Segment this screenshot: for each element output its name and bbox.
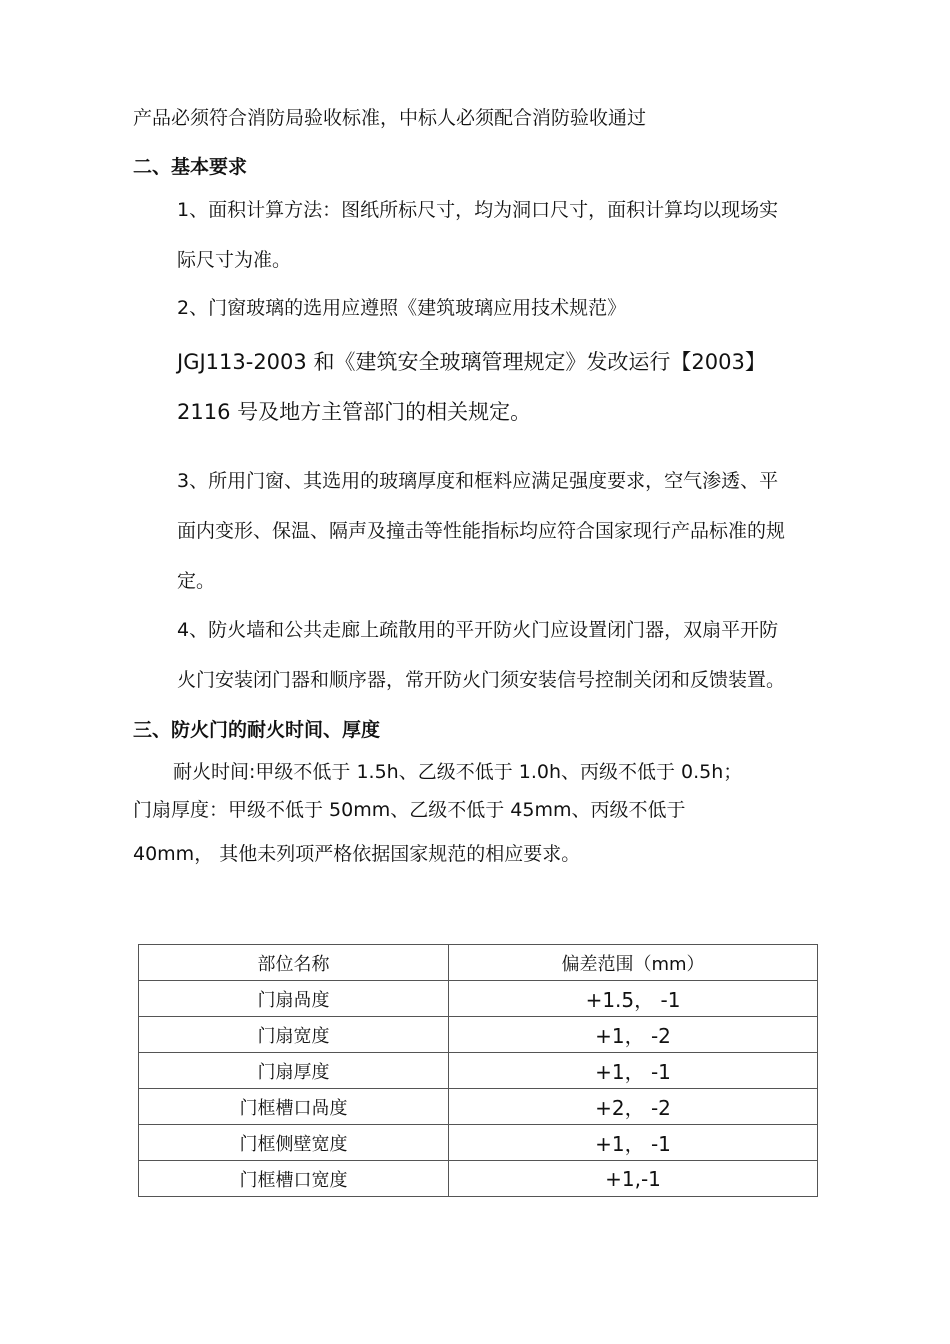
part-name-cell: 门扇宽度	[139, 1017, 449, 1053]
deviation-cell: +1， -1	[449, 1053, 818, 1089]
item-1-line-2: 际尺寸为准。	[177, 249, 292, 271]
table-row	[139, 1125, 818, 1161]
deviation-cell: +1， -2	[449, 1017, 818, 1053]
item-4-line-1: 4、防火墙和公共走廊上疏散用的平开防火门应设置闭门器，双扇平开防	[177, 619, 779, 641]
header-part-name: 部位名称	[139, 945, 449, 981]
item-2-line-1: 2、门窗玻璃的选用应遵照《建筑玻璃应用技术规范》	[177, 297, 627, 319]
part-name-cell: 门框侧壁宽度	[139, 1125, 449, 1161]
section-2-heading: 二、基本要求	[133, 156, 248, 178]
deviation-cell: +2， -2	[449, 1089, 818, 1125]
deviation-cell: +1,-1	[449, 1161, 818, 1197]
item-4-line-2: 火门安装闭门器和顺序器，常开防火门须安装信号控制关闭和反馈装置。	[177, 669, 786, 691]
part-name-cell: 门框槽口宽度	[139, 1161, 449, 1197]
item-3-line-2: 面内变形、保温、隔声及撞击等性能指标均应符合国家现行产品标准的规	[177, 520, 786, 542]
table-row	[139, 1089, 818, 1125]
intro-line: 产品必须符合消防局验收标准，中标人必须配合消防验收通过	[133, 107, 647, 129]
table-row	[139, 1053, 818, 1089]
table-row	[139, 1017, 818, 1053]
item-2-line-2: JGJ113-2003 和《建筑安全玻璃管理规定》发改运行【2003】	[177, 350, 766, 374]
item-1-line-1: 1、面积计算方法：图纸所标尺寸，均为洞口尺寸，面积计算均以现场实	[177, 199, 779, 221]
section-3-line-1: 耐火时间:甲级不低于 1.5h、乙级不低于 1.0h、丙级不低于 0.5h；	[173, 761, 743, 783]
item-3-line-1: 3、所用门窗、其选用的玻璃厚度和框料应满足强度要求，空气渗透、平	[177, 470, 779, 492]
deviation-table	[138, 944, 818, 1197]
part-name-cell: 门扇咼度	[139, 981, 449, 1017]
table-header-row	[139, 945, 818, 981]
table-row	[139, 981, 818, 1017]
deviation-cell: +1， -1	[449, 1125, 818, 1161]
section-3-line-3: 40mm， 其他未列项严格依据国家规范的相应要求。	[133, 843, 581, 865]
section-3-line-2: 门扇厚度：甲级不低于 50mm、乙级不低于 45mm、丙级不低于	[133, 799, 686, 821]
part-name-cell: 门扇厚度	[139, 1053, 449, 1089]
item-3-line-3: 定。	[177, 570, 216, 592]
deviation-cell: +1.5， -1	[449, 981, 818, 1017]
table-row	[139, 1161, 818, 1197]
item-2-line-3: 2116 号及地方主管部门的相关规定。	[177, 400, 532, 424]
header-deviation-range: 偏差范围（mm）	[449, 945, 818, 981]
part-name-cell: 门框槽口咼度	[139, 1089, 449, 1125]
section-3-heading: 三、防火门的耐火时间、厚度	[133, 719, 381, 741]
